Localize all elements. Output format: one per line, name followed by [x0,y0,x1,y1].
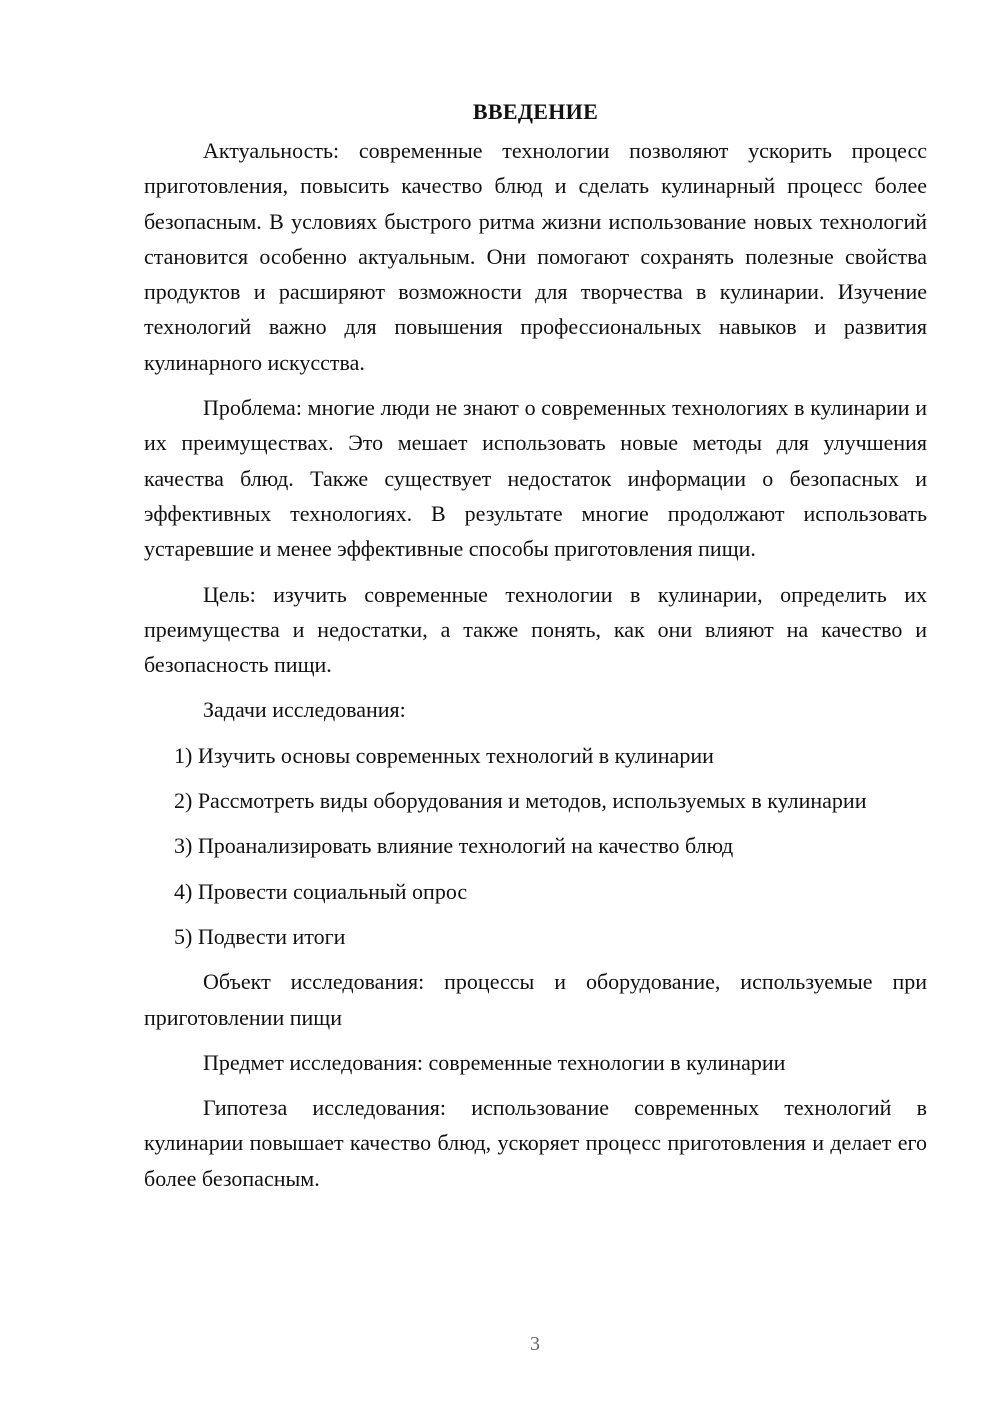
page-number: 3 [530,1333,540,1355]
task-item-4: 4) Провести социальный опрос [174,878,468,904]
task-item-5: 5) Подвести итоги [174,923,346,949]
hypothesis-paragraph: Гипотеза исследования: использование современных технологий в кулинарии повышает качество блюд, ускоряет процесс приготовления и делает его более безопасным. [144,1095,927,1191]
tasks-heading: Задачи исследования: [203,697,406,723]
subject-paragraph: Предмет исследования: современные технологии в кулинарии [203,1049,786,1075]
task-item-3: 3) Проанализировать влияние технологий на качество блюд [174,833,734,859]
goal-paragraph: Цель: изучить современные технологии в кулинарии, определить их преимущества и недостатки, а также понять, как они влияют на качество и безопасность пищи. [144,581,927,678]
task-item-1: 1) Изучить основы современных технологий в кулинарии [174,742,714,768]
task-item-2: 2) Рассмотреть виды оборудования и методов, используемых в кулинарии [174,788,867,814]
problem-paragraph: Проблема: многие люди не знают о современных технологиях в кулинарии и их преимуществах. Это мешает использовать новые методы для улучшения качества блюд. Также существует недостаток информации о безопасных и эффективных технологиях. В результате многие продолжают использовать устаревшие и менее эффективные способы приготовления пищи. [144,395,927,562]
section-title: ВВЕДЕНИЕ [472,99,599,124]
page-content [144,94,927,1206]
relevance-paragraph: Актуальность: современные технологии позволяют ускорить процесс приготовления, повысить качество блюд и сделать кулинарный процесс более безопасным. В условиях быстрого ритма жизни использование новых технологий становится особенно актуальным. Они помогают сохранять полезные свойства продуктов и расширяют возможности для творчества в кулинарии. Изучение технологий важно для повышения профессиональных навыков и развития кулинарного искусства. [144,138,927,375]
object-paragraph: Объект исследования: процессы и оборудование, используемые при приготовлении пищи [144,969,927,1030]
